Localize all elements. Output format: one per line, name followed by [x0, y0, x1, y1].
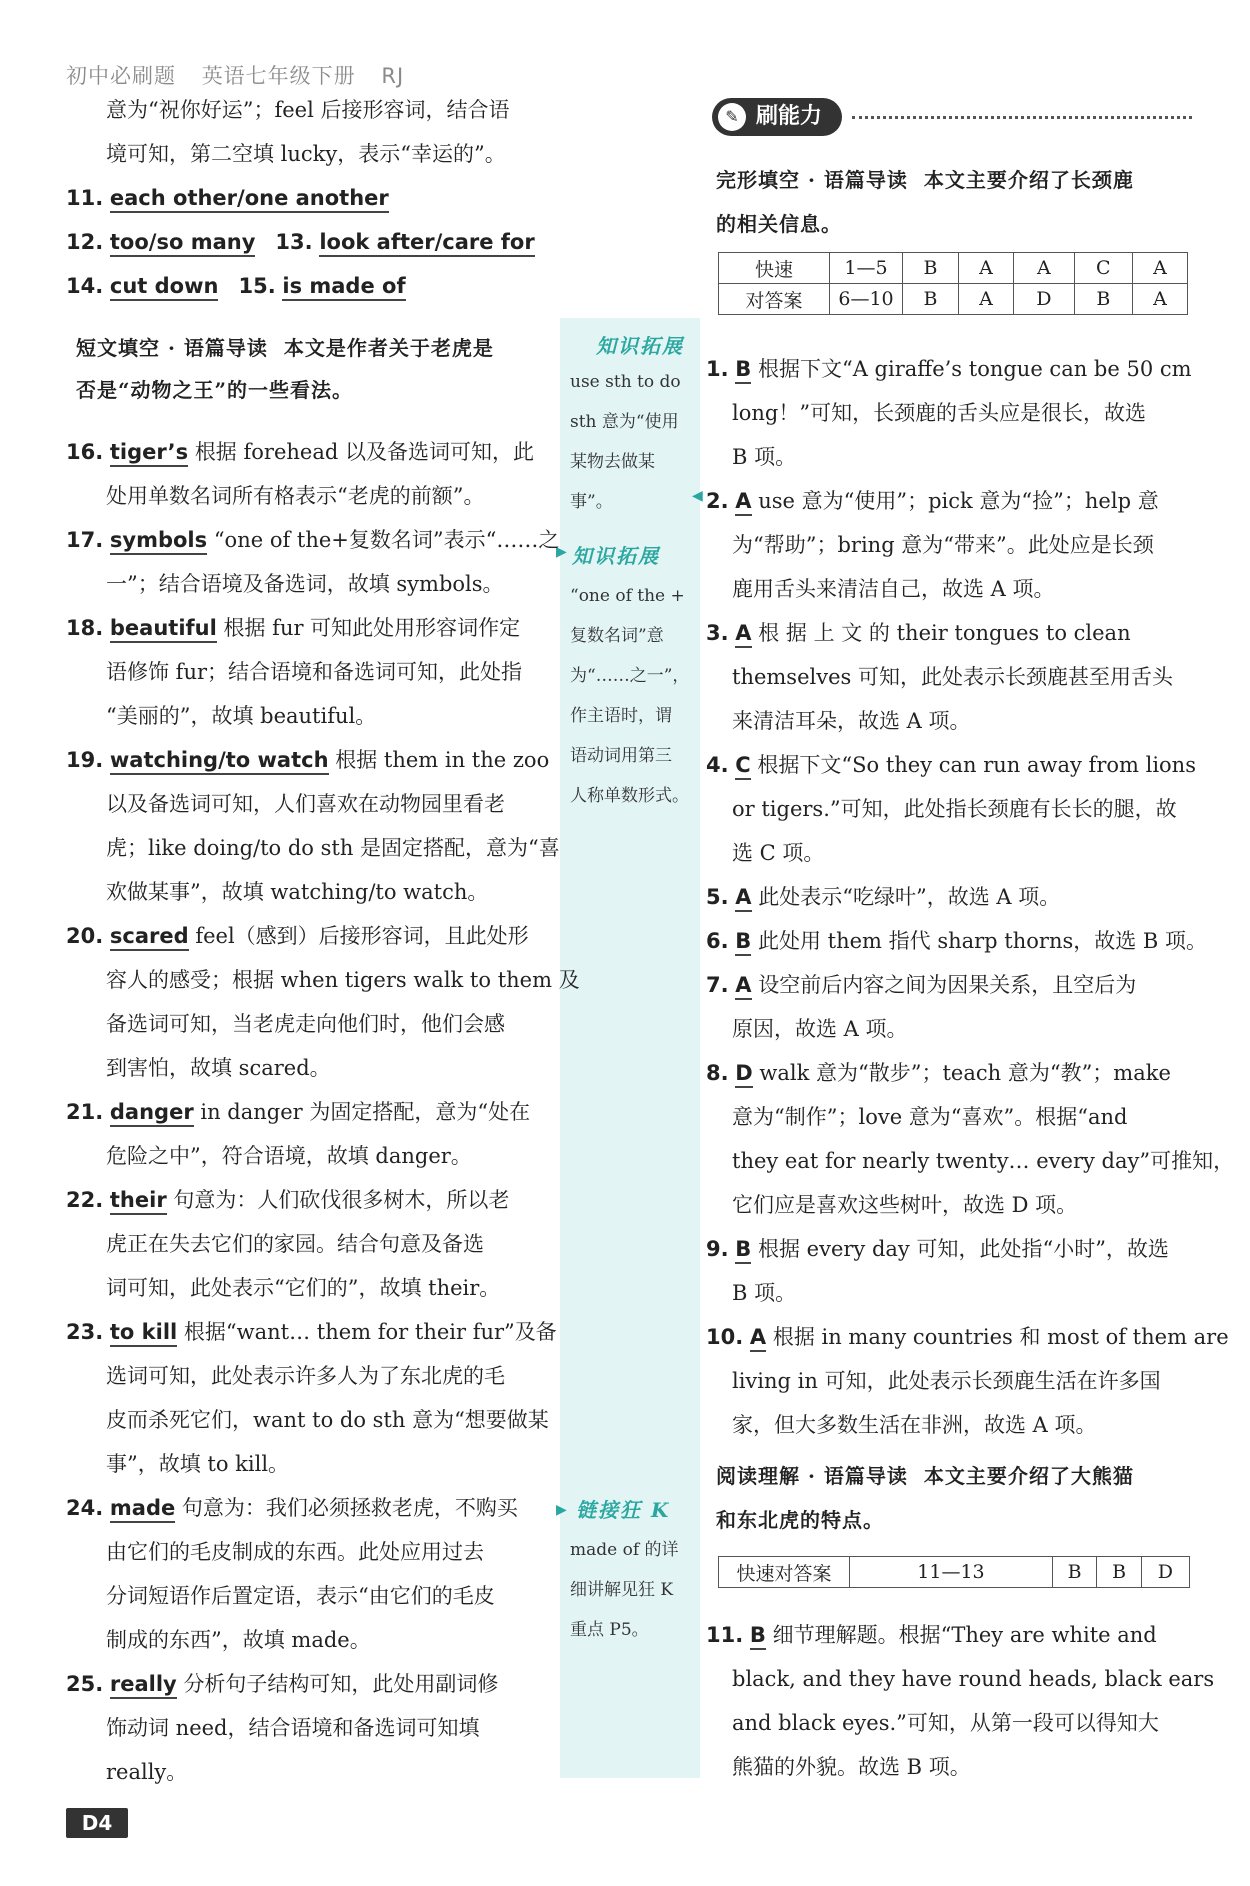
table-cell: A	[958, 253, 1013, 284]
item-answer: C	[735, 753, 750, 780]
item-explanation: 根据 fur 可知此处用形容词作定	[223, 616, 521, 640]
item-number: 2.	[706, 489, 729, 513]
side-note-2-line: 人称单数形式。	[570, 786, 689, 806]
item-number: 25.	[66, 1672, 104, 1696]
item-continuation: 鹿用舌头来清洁自己，故选 A 项。	[732, 577, 1055, 601]
side-note-3-line: 细讲解见狂 K	[570, 1580, 674, 1600]
item-continuation: 选 C 项。	[732, 841, 825, 865]
item-answer: A	[735, 621, 751, 648]
item-explanation: 句意为：人们砍伐很多树木，所以老	[173, 1188, 510, 1212]
item-number: 5.	[706, 885, 729, 909]
item-answer: tiger’s	[110, 440, 188, 467]
text-line: 境可知，第二空填 lucky，表示“幸运的”。	[106, 142, 506, 166]
item-continuation: 由它们的毛皮制成的东西。此处应用过去	[106, 1540, 484, 1564]
answer-item	[706, 750, 1196, 780]
table-cell: B	[903, 253, 959, 284]
item-continuation: 分词短语作后置定语，表示“由它们的毛皮	[106, 1584, 495, 1608]
item-number: 3.	[706, 621, 729, 645]
page-number: D4	[66, 1808, 128, 1838]
item-explanation: 根据 them in the zoo	[335, 748, 550, 772]
item-explanation: 此处表示“吃绿叶”，故选 A 项。	[758, 885, 1061, 909]
table-cell: D	[1014, 284, 1075, 315]
item-explanation: 根据下文“A giraffe’s tongue can be 50 cm	[757, 357, 1192, 381]
item-answer: D	[735, 1061, 752, 1088]
item-number: 4.	[706, 753, 729, 777]
table-cell: B	[1052, 1557, 1096, 1588]
item-continuation: “美丽的”，故填 beautiful。	[106, 704, 377, 728]
side-note-3-title: 链接狂 K	[576, 1498, 671, 1522]
item-continuation: 处用单数名词所有格表示“老虎的前额”。	[106, 484, 485, 508]
item-number: 22.	[66, 1188, 104, 1212]
item-answer: B	[735, 929, 751, 956]
answer-item	[706, 1234, 1169, 1264]
running-header	[66, 60, 422, 90]
item-answer: watching/to watch	[110, 748, 329, 775]
answer-item	[706, 970, 1136, 1000]
table-cell: 6—10	[830, 284, 903, 315]
item-continuation: living in 可知，此处表示长颈鹿生活在许多国	[732, 1369, 1161, 1393]
item-explanation: 根据 in many countries 和 most of them are	[772, 1325, 1229, 1349]
item-answer: A	[735, 489, 751, 516]
answer-item	[706, 1322, 1229, 1352]
section-title-reading-line2: 和东北虎的特点。	[716, 1508, 884, 1532]
item-continuation: B 项。	[732, 1281, 797, 1305]
answer-12-13: 12. too/so many 13. look after/care for	[66, 227, 535, 257]
item-answer: A	[735, 885, 751, 912]
answer-item	[66, 1493, 518, 1523]
item-number: 20.	[66, 924, 104, 948]
section-title-cloze: 完形填空 · 语篇导读 本文主要介绍了长颈鹿	[716, 168, 1134, 192]
item-explanation: in danger 为固定搭配，意为“处在	[200, 1100, 531, 1124]
item-explanation: 根据下文“So they can run away from lions	[757, 753, 1196, 777]
answer-item	[66, 745, 549, 775]
side-note-3-line: 重点 P5。	[570, 1620, 649, 1640]
table-cell: A	[1132, 253, 1187, 284]
answer-item	[66, 1317, 557, 1347]
answer-item	[66, 525, 559, 555]
item-continuation: 原因，故选 A 项。	[732, 1017, 908, 1041]
item-explanation: 根据“want… them for their fur”及备	[183, 1320, 557, 1344]
item-explanation: walk 意为“散步”；teach 意为“教”；make	[759, 1061, 1171, 1085]
item-number: 7.	[706, 973, 729, 997]
item-answer: B	[735, 1237, 751, 1264]
answer-item	[706, 882, 1060, 912]
item-answer: made	[110, 1496, 175, 1523]
side-note-1-title: 知识拓展	[596, 334, 684, 358]
item-answer: to kill	[110, 1320, 177, 1347]
side-note-2-line: “one of the +	[570, 586, 685, 606]
item-number: 23.	[66, 1320, 104, 1344]
side-note-1-line: 事”。	[570, 492, 613, 512]
dotted-rule	[852, 116, 1192, 119]
answer-item	[66, 613, 520, 643]
item-answer: B	[735, 357, 751, 384]
table-cell: B	[1074, 284, 1132, 315]
item-answer: symbols	[110, 528, 207, 555]
side-note-2-title: 知识拓展	[572, 544, 660, 568]
answer-item	[706, 1058, 1171, 1088]
item-answer: their	[110, 1188, 167, 1215]
section-title-reading: 阅读理解 · 语篇导读 本文主要介绍了大熊猫	[716, 1464, 1134, 1488]
table-cell: A	[958, 284, 1013, 315]
answer-item	[706, 618, 1131, 648]
item-explanation: 根 据 上 文 的 their tongues to clean	[758, 621, 1131, 645]
answer-14-15: 14. cut down 15. is made of	[66, 271, 406, 301]
ability-banner	[712, 98, 1192, 138]
table-cell: B	[1097, 1557, 1141, 1588]
item-number: 6.	[706, 929, 729, 953]
pointer-arrow-icon: ◀	[692, 488, 703, 504]
table-cell: A	[1132, 284, 1187, 315]
table-cell: 1—5	[830, 253, 903, 284]
side-note-2-line: 复数名词”意	[570, 626, 664, 646]
item-answer: really	[110, 1672, 177, 1699]
side-note-3-line: made of 的详	[570, 1540, 679, 1560]
item-continuation: 危险之中”，符合语境，故填 danger。	[106, 1144, 472, 1168]
item-continuation: 欢做某事”，故填 watching/to watch。	[106, 880, 489, 904]
side-note-1-line: 某物去做某	[570, 452, 655, 472]
subject-title: 英语七年级下册	[201, 64, 356, 88]
item-explanation: use 意为“使用”；pick 意为“捡”；help 意	[758, 489, 1159, 513]
item-continuation: 备选词可知，当老虎走向他们时，他们会感	[106, 1012, 505, 1036]
item-number: 19.	[66, 748, 104, 772]
side-note-2-line: 为“……之一”，	[570, 666, 690, 686]
item-answer: B	[750, 1623, 766, 1650]
item-continuation: 容人的感受；根据 when tigers walk to them 及	[106, 968, 580, 992]
item-continuation: 一”；结合语境及备选词，故填 symbols。	[106, 572, 504, 596]
answer-item	[706, 354, 1192, 384]
item-continuation: 熊猫的外貌。故选 B 项。	[732, 1755, 971, 1779]
ability-badge: ✎ 刷能力	[712, 98, 842, 136]
side-note-1-line: use sth to do	[570, 372, 681, 392]
item-continuation: themselves 可知，此处表示长颈鹿甚至用舌头	[732, 665, 1173, 689]
item-explanation: 分析句子结构可知，此处用副词修	[183, 1672, 499, 1696]
item-number: 16.	[66, 440, 104, 464]
quick-answer-table-1	[718, 252, 1188, 315]
item-continuation: 它们应是喜欢这些树叶，故选 D 项。	[732, 1193, 1078, 1217]
item-answer: A	[750, 1325, 766, 1352]
item-continuation: 事”，故填 to kill。	[106, 1452, 290, 1476]
text-line: 意为“祝你好运”；feel 后接形容词，结合语	[106, 98, 510, 122]
side-note-2-line: 作主语时，谓	[570, 706, 672, 726]
item-continuation: 来清洁耳朵，故选 A 项。	[732, 709, 971, 733]
item-continuation: 制成的东西”，故填 made。	[106, 1628, 371, 1652]
item-continuation: really。	[106, 1760, 188, 1784]
item-continuation: B 项。	[732, 445, 797, 469]
item-explanation: 句意为：我们必须拯救老虎，不购买	[181, 1496, 518, 1520]
table-cell: D	[1141, 1557, 1189, 1588]
item-number: 8.	[706, 1061, 729, 1085]
item-number: 10.	[706, 1325, 744, 1349]
item-continuation: 家，但大多数生活在非洲，故选 A 项。	[732, 1413, 1097, 1437]
answer-item	[66, 921, 529, 951]
item-continuation: black, and they have round heads, black ears	[732, 1667, 1215, 1691]
section-title-passage-fill: 短文填空 · 语篇导读 本文是作者关于老虎是	[76, 336, 494, 360]
side-note-1-line: sth 意为“使用	[570, 412, 679, 432]
item-continuation: 词可知，此处表示“它们的”，故填 their。	[106, 1276, 501, 1300]
table-cell: A	[1014, 253, 1075, 284]
table-cell: C	[1074, 253, 1132, 284]
item-continuation: 以及备选词可知，人们喜欢在动物园里看老	[106, 792, 505, 816]
answer-item	[706, 486, 1159, 516]
item-continuation: 意为“制作”；love 意为“喜欢”。根据“and	[732, 1105, 1128, 1129]
item-number: 9.	[706, 1237, 729, 1261]
answer-item	[66, 437, 534, 467]
item-continuation: 虎；like doing/to do sth 是固定搭配，意为“喜	[106, 836, 560, 860]
item-continuation: they eat for nearly twenty… every day”可推知，	[732, 1149, 1235, 1173]
item-continuation: or tigers.”可知，此处指长颈鹿有长长的腿，故	[732, 797, 1177, 821]
table-cell: 11—13	[850, 1557, 1053, 1588]
table-cell: B	[903, 284, 959, 315]
item-number: 24.	[66, 1496, 104, 1520]
item-answer: danger	[110, 1100, 194, 1127]
item-explanation: 此处用 them 指代 sharp thorns，故选 B 项。	[757, 929, 1208, 953]
item-explanation: “one of the+复数名词”表示“……之	[213, 528, 560, 552]
pointer-arrow-icon: ▶	[556, 544, 567, 560]
series-title: 初中必刷题	[66, 64, 176, 88]
item-answer: beautiful	[110, 616, 217, 643]
item-continuation: and black eyes.”可知，从第一段可以得知大	[732, 1711, 1159, 1735]
item-continuation: long！”可知，长颈鹿的舌头应是很长，故选	[732, 401, 1147, 425]
item-explanation: feel（感到）后接形容词，且此处形	[195, 924, 529, 948]
item-number: 18.	[66, 616, 104, 640]
answer-item	[706, 1620, 1157, 1650]
item-continuation: 选词可知，此处表示许多人为了东北虎的毛	[106, 1364, 505, 1388]
pointer-arrow-icon: ▶	[556, 1502, 567, 1518]
answer-item	[66, 1185, 509, 1215]
section-title-line2: 否是“动物之王”的一些看法。	[76, 378, 354, 402]
item-answer: scared	[110, 924, 189, 951]
table-head: 对答案	[719, 284, 830, 315]
quick-answer-table-2	[718, 1556, 1190, 1588]
item-explanation: 细节理解题。根据“They are white and	[772, 1623, 1157, 1647]
answer-item	[66, 1669, 498, 1699]
answer-item	[706, 926, 1207, 956]
item-number: 11.	[706, 1623, 744, 1647]
pen-icon: ✎	[718, 103, 746, 131]
answer-item	[66, 1097, 530, 1127]
item-continuation: 到害怕，故填 scared。	[106, 1056, 331, 1080]
item-explanation: 设空前后内容之间为因果关系，且空后为	[758, 973, 1137, 997]
table-head: 快速对答案	[719, 1557, 850, 1588]
answer-11: 11. each other/one another	[66, 183, 389, 213]
side-note-2-line: 语动词用第三	[570, 746, 672, 766]
item-answer: A	[735, 973, 751, 1000]
item-number: 1.	[706, 357, 729, 381]
edition-tag: RJ	[381, 64, 405, 88]
section-title-cloze-line2: 的相关信息。	[716, 212, 842, 236]
item-continuation: 饰动词 need，结合语境和备选词可知填	[106, 1716, 480, 1740]
table-head: 快速	[719, 253, 830, 284]
item-continuation: 皮而杀死它们，want to do sth 意为“想要做某	[106, 1408, 549, 1432]
item-number: 21.	[66, 1100, 104, 1124]
item-explanation: 根据 every day 可知，此处指“小时”，故选	[757, 1237, 1169, 1261]
item-continuation: 为“帮助”；bring 意为“带来”。此处应是长颈	[732, 533, 1154, 557]
item-continuation: 虎正在失去它们的家园。结合句意及备选	[106, 1232, 484, 1256]
item-number: 17.	[66, 528, 104, 552]
item-continuation: 语修饰 fur；结合语境和备选词可知，此处指	[106, 660, 523, 684]
item-explanation: 根据 forehead 以及备选词可知，此	[194, 440, 534, 464]
